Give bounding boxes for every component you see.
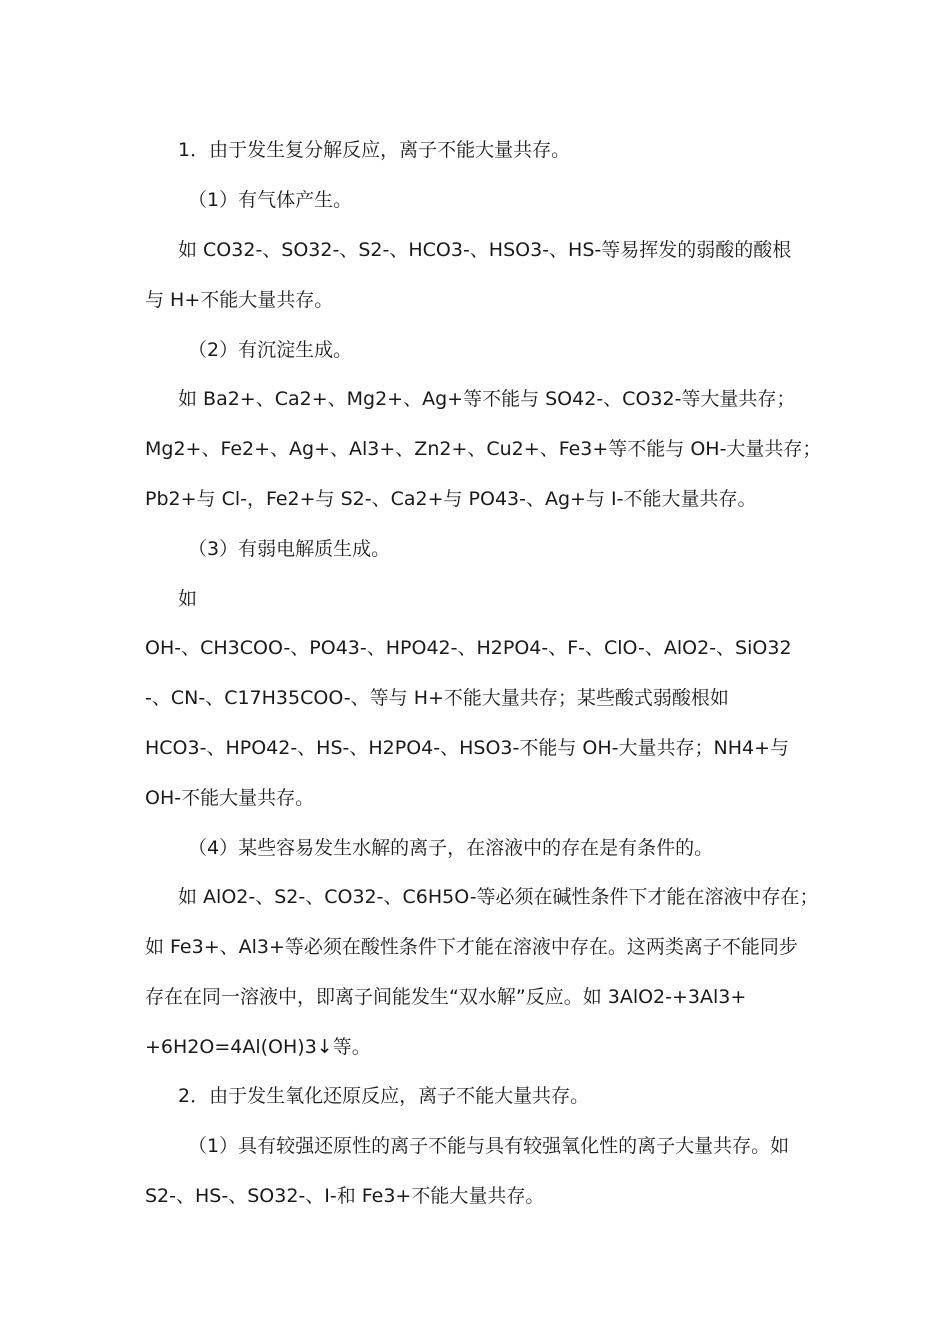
paragraph-line: S2-、HS-、SO32-、I-和 Fe3+不能大量共存。 xyxy=(145,1185,545,1207)
section-1-heading: 1．由于发生复分解反应，离子不能大量共存。 xyxy=(178,139,571,161)
section-2-heading: 2．由于发生氧化还原反应，离子不能大量共存。 xyxy=(178,1085,590,1107)
paragraph-line: 如 AlO2-、S2-、CO32-、C6H5O-等必须在碱性条件下才能在溶液中存在； xyxy=(178,886,819,908)
paragraph-line: 与 H+不能大量共存。 xyxy=(145,289,334,311)
paragraph-line: 如 Fe3+、Al3+等必须在酸性条件下才能在溶液中存在。这两类离子不能同步 xyxy=(145,936,798,958)
subsection-1-heading: （1）有气体产生。 xyxy=(188,189,353,211)
paragraph-line: 如 Ba2+、Ca2+、Mg2+、Ag+等不能与 SO42-、CO32-等大量共存； xyxy=(178,388,796,410)
subsection-3-heading: （3）有弱电解质生成。 xyxy=(188,538,391,560)
paragraph-line: -、CN-、C17H35COO-、等与 H+不能大量共存；某些酸式弱酸根如 xyxy=(145,687,729,709)
subsection-1-heading: （1）具有较强还原性的离子不能与具有较强氧化性的离子大量共存。如 xyxy=(188,1135,790,1157)
paragraph-line: Mg2+、Fe2+、Ag+、Al3+、Zn2+、Cu2+、Fe3+等不能与 OH-大量共存； xyxy=(145,438,822,460)
paragraph-line: OH-不能大量共存。 xyxy=(145,787,315,809)
paragraph-line: OH-、CH3COO-、PO43-、HPO42-、H2PO4-、F-、ClO-、AlO2-、SiO32 xyxy=(145,637,792,659)
paragraph-line: +6H2O=4Al(OH)3↓等。 xyxy=(145,1036,371,1058)
subsection-4-heading: （4）某些容易发生水解的离子，在溶液中的存在是有条件的。 xyxy=(188,837,714,859)
paragraph-line: Pb2+与 Cl-，Fe2+与 S2-、Ca2+与 PO43-、Ag+与 I-不能大量共存。 xyxy=(145,488,757,510)
subsection-2-heading: （2）有沉淀生成。 xyxy=(188,339,353,361)
paragraph-line: HCO3-、HPO42-、HS-、H2PO4-、HSO3-不能与 OH-大量共存；NH4+与 xyxy=(145,737,790,759)
paragraph-line: 如 CO32-、SO32-、S2-、HCO3-、HSO3-、HS-等易挥发的弱酸的酸根 xyxy=(178,239,792,261)
paragraph-line: 存在在同一溶液中，即离子间能发生“双水解”反应。如 3AlO2-+3Al3+ xyxy=(145,986,747,1008)
paragraph-line: 如 xyxy=(178,588,198,610)
